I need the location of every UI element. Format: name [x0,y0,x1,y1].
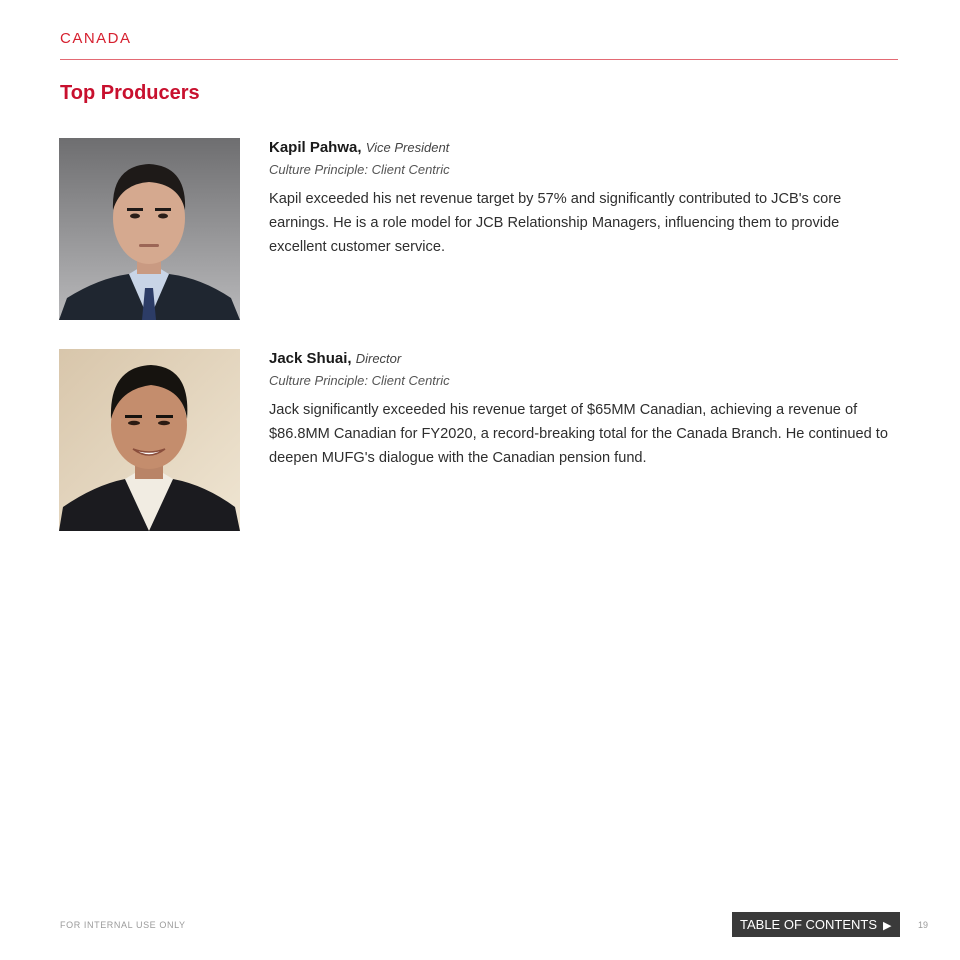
name-line [269,138,899,158]
profile-photo [59,138,240,320]
profile-description: Jack significantly exceeded his revenue target of $65MM Canadian, achieving a revenue of $86.8MM Canadian for FY2020, a record-breaking total for the Canada Branch. He continued to deepen MUFG's dialogue with the Canadian pension fund. [269,402,888,466]
toc-button-label: TABLE OF CONTENTS [740,917,877,932]
section-divider [60,59,898,60]
person-title: Director [355,351,402,366]
person-title: Vice President [365,140,450,155]
portrait-image [59,349,240,531]
culture-principle: Culture Principle: Client Centric [269,162,450,177]
page-number: 19 [918,920,929,930]
profile-photo [59,349,240,531]
footer-note: FOR INTERNAL USE ONLY [60,920,186,930]
name-line [269,349,899,369]
play-arrow-icon: ▶ [883,920,892,932]
page-title: Top Producers [60,82,200,104]
table-of-contents-button[interactable] [732,912,900,937]
portrait-image [59,138,240,320]
section-label: CANADA [60,30,132,47]
person-name: Jack Shuai, [269,350,352,367]
profile-bio [269,349,899,470]
culture-principle: Culture Principle: Client Centric [269,373,450,388]
profile-description: Kapil exceeded his net revenue target by 57% and significantly contributed to JCB's core earnings. He is a role model for JCB Relationship Managers, influencing them to provide excellent customer service. [269,191,842,255]
person-name: Kapil Pahwa, [269,139,362,156]
profile-bio [269,138,899,259]
